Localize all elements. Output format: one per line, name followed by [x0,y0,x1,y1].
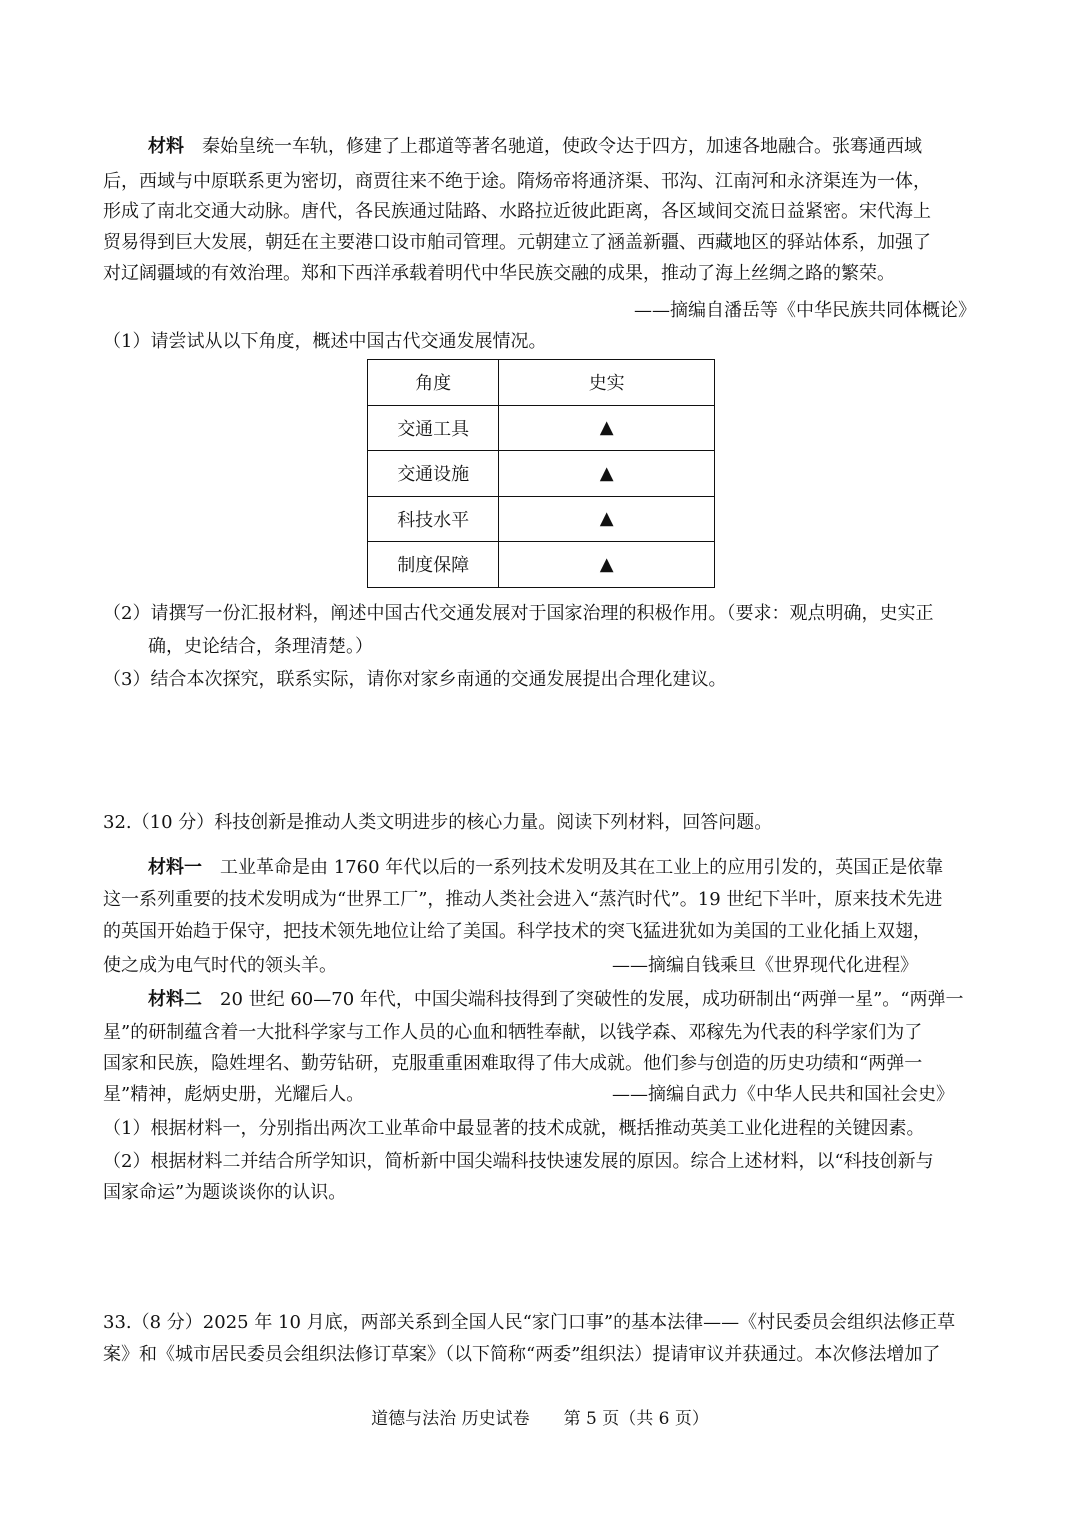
table-row [368,496,715,542]
angle-facts-table [367,359,715,588]
table-header: 角度 [368,360,499,406]
q32-material1-line: 这一系列重要的技术发明成为“世界工厂”，推动人类社会进入“蒸汽时代”。19 世纪下半叶，原来技术先进 [103,889,943,910]
q31-subquestion-2: （2）请撰写一份汇报材料，阐述中国古代交通发展对于国家治理的积极作用。（要求：观点明确，史实正 [103,603,934,624]
table-row [368,405,715,451]
q32-heading: 32.（10 分）科技创新是推动人类文明进步的核心力量。阅读下列材料，回答问题。 [103,812,773,833]
table-cell: 交通工具 [368,405,499,451]
q31-subquestion-3: （3）结合本次探究，联系实际，请你对家乡南通的交通发展提出合理化建议。 [103,669,727,690]
q31-material-line: 对辽阔疆域的有效治理。郑和下西洋承载着明代中华民族交融的成果，推动了海上丝绸之路的繁荣。 [103,263,895,284]
table-cell: 制度保障 [368,542,499,588]
q31-material-line: 材料 秦始皇统一车轨，修建了上郡道等著名驰道，使政令达于四方，加速各地融合。张骞通西域 [148,136,922,157]
material-label: 材料 [148,136,184,157]
table-header: 史实 [499,360,715,406]
q32-material2-line: 星”精神，彪炳史册，光耀后人。 [103,1084,365,1105]
q31-subquestion-1: （1）请尝试从以下角度，概述中国古代交通发展情况。 [103,331,547,352]
q32-material1-line: 使之成为电气时代的领头羊。 [103,955,337,976]
table-row [368,542,715,588]
q32-subquestion-2: （2）根据材料二并结合所学知识，简析新中国尖端科技快速发展的原因。综合上述材料，以“科技创新与 [103,1151,934,1172]
q32-subquestion-1: （1）根据材料一，分别指出两次工业革命中最显著的技术成就，概括推动英美工业化进程的关键因素。 [103,1118,925,1139]
triangle-placeholder: ▲ [499,542,715,588]
triangle-placeholder: ▲ [499,496,715,542]
table-row [368,451,715,497]
table-cell: 交通设施 [368,451,499,497]
q31-subquestion-2-cont: 确，史论结合，条理清楚。） [148,636,373,657]
q32-material1-source: ——摘编自钱乘旦《世界现代化进程》 [612,955,918,976]
table-header-row [368,360,715,406]
material1-label: 材料一 [148,857,202,878]
q31-material-line: 形成了南北交通大动脉。唐代，各民族通过陆路、水路拉近彼此距离，各区域间交流日益紧密。宋代海上 [103,201,931,222]
q32-material2-line: 国家和民族，隐姓埋名、勤劳钻研，克服重重困难取得了伟大成就。他们参与创造的历史功绩和“两弹一 [103,1053,923,1074]
q33-line: 33.（8 分）2025 年 10 月底，两部关系到全国人民“家门口事”的基本法律——《村民委员会组织法修正草 [103,1312,956,1333]
q31-material-line: 后，西域与中原联系更为密切，商贾往来不绝于途。隋炀帝将通济渠、邗沟、江南河和永济渠连为一体， [103,171,931,192]
q32-material1-line: 的英国开始趋于保守，把技术领先地位让给了美国。科学技术的突飞猛进犹如为美国的工业化插上双翅， [103,921,931,942]
q33-line: 案》和《城市居民委员会组织法修订草案》（以下简称“两委”组织法）提请审议并获通过。本次修法增加了 [103,1344,941,1365]
page-footer: 道德与法治 历史试卷 第 5 页（共 6 页） [371,1409,709,1429]
q31-source: ——摘编自潘岳等《中华民族共同体概论》 [634,300,976,321]
triangle-placeholder: ▲ [499,451,715,497]
q32-material2-line: 星”的研制蕴含着一大批科学家与工作人员的心血和牺牲奉献，以钱学森、邓稼先为代表的科学家们为了 [103,1022,923,1043]
q32-material2-source: ——摘编自武力《中华人民共和国社会史》 [612,1084,954,1105]
q32-subquestion-2-cont: 国家命运”为题谈谈你的认识。 [103,1182,347,1203]
table-cell: 科技水平 [368,496,499,542]
triangle-placeholder: ▲ [499,405,715,451]
q32-material2-line: 材料二 20 世纪 60—70 年代，中国尖端科技得到了突破性的发展，成功研制出“两弹一星”。“两弹一 [148,989,964,1010]
material2-label: 材料二 [148,989,202,1010]
q32-material1-line: 材料一 工业革命是由 1760 年代以后的一系列技术发明及其在工业上的应用引发的，英国正是依靠 [148,857,944,878]
q31-material-line: 贸易得到巨大发展，朝廷在主要港口设市舶司管理。元朝建立了涵盖新疆、西藏地区的驿站体系，加强了 [103,232,931,253]
